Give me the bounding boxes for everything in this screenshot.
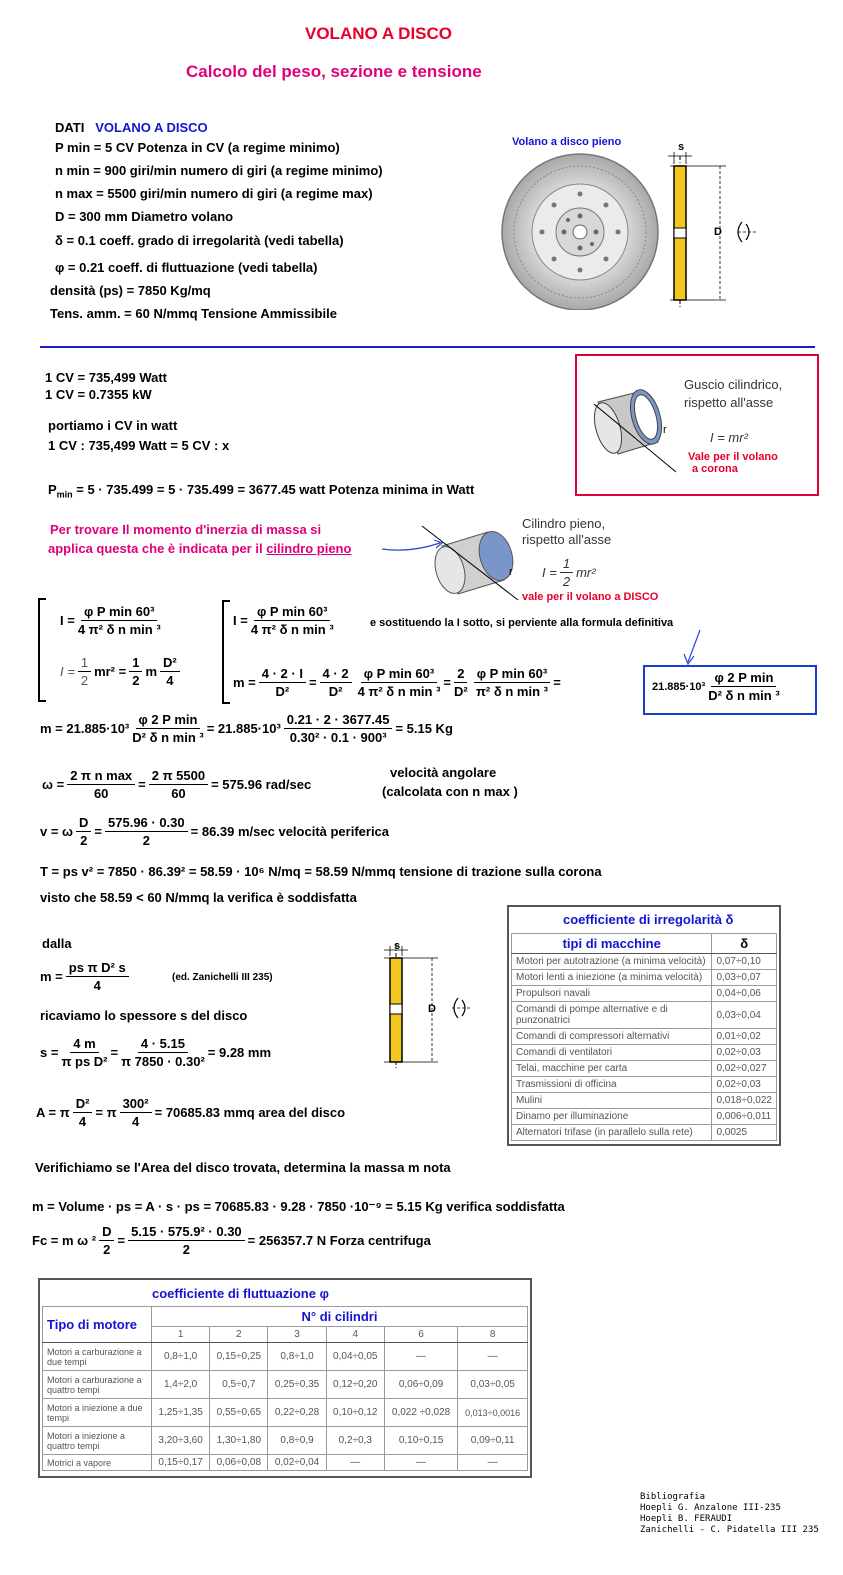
shell-title: rispetto all'asse bbox=[684, 395, 774, 410]
shell-title: Guscio cilindrico, bbox=[684, 377, 783, 392]
cylinder-formula: I = $\frac{1}{2}$ mr² bbox=[542, 556, 596, 589]
cylinder-r-label: r bbox=[509, 566, 513, 578]
inertia-note: Per trovare Il momento d'inerzia di massa si bbox=[50, 522, 322, 537]
substitution-note: e sostituendo la I sotto, si perviente alla formula definitiva bbox=[370, 617, 674, 629]
table-row: Motori lenti a iniezione (a minima velocità) 0,03÷0,07 bbox=[512, 970, 777, 986]
irregularity-table bbox=[507, 905, 781, 1146]
cylinder-title: rispetto all'asse bbox=[522, 532, 612, 547]
dalla-label: dalla bbox=[42, 936, 72, 951]
arrow-icon bbox=[680, 628, 710, 668]
shell-note: Vale per il volano bbox=[688, 451, 778, 463]
bibliography-entry: Zanichelli - C. Pidatella III 235 bbox=[640, 1525, 819, 1535]
cylinder-header: 1 bbox=[152, 1327, 210, 1343]
small-disc-d-label: D bbox=[428, 1003, 436, 1015]
disc-figure-caption: Volano a disco pieno bbox=[512, 136, 622, 148]
table-row: Alternatori trifase (in parallelo sulla rete) 0,0025 bbox=[512, 1125, 777, 1141]
centrifugal-force-calc: Fc = m ω ² $\frac{D}{2}$ = $\frac{\text{5.15 · 575.9² · 0.30}}{2}$ = 256357.7 N Forza centrifuga bbox=[32, 1224, 431, 1257]
table-row: Motori a carburazione a due tempi 0,8÷1,0 0,15÷0,25 0,8÷1,0 0,04÷0,05 — — bbox=[43, 1343, 528, 1371]
ricaviamo-line: ricaviamo lo spessore s del disco bbox=[40, 1008, 248, 1023]
page-subtitle: Calcolo del peso, sezione e tensione bbox=[186, 62, 482, 81]
small-disc-s-label: s bbox=[394, 940, 401, 952]
mass-reference: (ed. Zanichelli III 235) bbox=[172, 972, 273, 983]
pmin-line: $P_{min} = 5 \cdot 735.499 = 5 \cdot 735.499 = 3677.45$ watt Potenza minima in Watt bbox=[48, 482, 475, 500]
cylinder-note: vale per il volano a DISCO bbox=[522, 591, 659, 603]
table-row: Comandi di ventilatori 0,02÷0,03 bbox=[512, 1045, 777, 1061]
table-row: Dinamo per illuminazione 0,006÷0,011 bbox=[512, 1109, 777, 1125]
mass-derivation: m = $\frac{4 \cdot 2 \cdot I}{\text{D²}}$ = $\frac{4 \cdot 2}{\text{D²}}$ $\frac{\text{φ P min 60³}}{\text{4 π² δ n min ³}}$ = $\frac{2}{\text{D²}}$ $\frac{\text{φ P min 60³}}{\text{π² δ n min ³}}$ = bbox=[233, 666, 561, 699]
bibliography-entry: Hoepli B. FERAUDI bbox=[640, 1514, 733, 1524]
mass-formula: m = $\frac{\text{ps π D² s}}{4}$ bbox=[40, 960, 132, 993]
dati-line: φ = 0.21 coeff. di fluttuazione (vedi tabella) bbox=[55, 260, 318, 275]
dati-line: δ = 0.1 coeff. grado di irregolarità (vedi tabella) bbox=[55, 233, 344, 248]
cylinder-header: 6 bbox=[384, 1327, 457, 1343]
table-row: Mulini 0,018÷0,022 bbox=[512, 1093, 777, 1109]
bibliography-title: Bibliografia bbox=[640, 1492, 706, 1502]
cylinder-title: Cilindro pieno, bbox=[522, 516, 606, 531]
fluctuation-col-tipo: Tipo di motore bbox=[43, 1307, 152, 1343]
inertia-note: applica questa che è indicata per il cilindro pieno bbox=[48, 541, 352, 556]
shell-note: a corona bbox=[692, 463, 738, 475]
cylinder-header: 2 bbox=[210, 1327, 268, 1343]
left-bracket bbox=[38, 598, 46, 702]
dati-line: densità (ps) = 7850 Kg/mq bbox=[50, 283, 211, 298]
omega-calculation: ω = $\frac{\text{2 π n max}}{60}$ = $\frac{2 \pi 5500}{60}$ = 575.96 rad/sec bbox=[42, 768, 312, 801]
half-mr-formula: I = $\frac{1}{2}$ mr² = $\frac{1}{2}$ m $\frac{\text{D²}}{4}$ bbox=[60, 655, 183, 688]
conversion-line: 1 CV : 735,499 Watt = 5 CV : x bbox=[48, 438, 230, 453]
velocity-calculation: v = ω $\frac{D}{2}$ = $\frac{575.96 \cdot 0.30}{2}$ = 86.39 m/sec velocità periferica bbox=[40, 815, 390, 848]
dati-line: Tens. amm. = 60 N/mmq Tensione Ammissibile bbox=[50, 306, 337, 321]
solid-cylinder-illustration bbox=[418, 520, 528, 610]
dati-line: P min = 5 CV Potenza in CV (a regime minimo) bbox=[55, 140, 340, 155]
bibliography-entry: Hoepli G. Anzalone III-235 bbox=[640, 1503, 781, 1513]
verification-intro: Verifichiamo se l'Area del disco trovata, determina la massa m nota bbox=[35, 1160, 451, 1175]
fluctuation-col-group: N° di cilindri bbox=[152, 1307, 528, 1327]
omega-note: velocità angolare bbox=[390, 765, 497, 780]
flywheel-disc-illustration bbox=[490, 150, 770, 310]
cylinder-header: 4 bbox=[326, 1327, 384, 1343]
disc-side-view bbox=[366, 940, 476, 1070]
table-row: Motori a iniezione a due tempi 1,25÷1,35 0,55÷0,65 0,22÷0,28 0,10÷0,12 0,022 ÷0,028 0,013÷0,0016 bbox=[43, 1399, 528, 1427]
irregularity-col-delta: δ bbox=[712, 934, 777, 954]
inertia-formula-2: I = $\frac{\text{φ P min 60³}}{\text{4 π² δ n min ³}}$ bbox=[233, 604, 334, 637]
volume-check-line: m = Volume · ps = A · s · ps = 70685.83 · 9.28 · 7850 ·10⁻⁹ = 5.15 Kg verifica soddisfatta bbox=[32, 1199, 565, 1214]
verification-line: visto che 58.59 < 60 N/mmq la verifica è soddisfatta bbox=[40, 890, 357, 905]
dati-line: n min = 900 giri/min numero di giri (a regime minimo) bbox=[55, 163, 383, 178]
table-row: Motori a carburazione a quattro tempi 1,4÷2,0 0,5÷0,7 0,25÷0,35 0,12÷0,20 0,06÷0,09 0,03÷0,05 bbox=[43, 1371, 528, 1399]
table-row: Motori a iniezione a quattro tempi 3,20÷3,60 1,30÷1,80 0,8÷0,9 0,2÷0,3 0,10÷0,15 0,09÷0,11 bbox=[43, 1427, 528, 1455]
irregularity-table-title: coefficiente di irregolarità δ bbox=[563, 912, 734, 927]
mass-calculation: m = 21.885·10³ $\frac{\text{φ 2 P min}}{\text{D² δ n min ³}}$ = 21.885·10³ $\frac{0.21 \cdot 2 \cdot 3677.45}{\text{0.30² · 0.1 · 900³}}$ = 5.15 Kg bbox=[40, 712, 453, 745]
cylinder-link[interactable]: cilindro pieno bbox=[266, 541, 352, 556]
table-row: Telai, macchine per carta 0,02÷0,027 bbox=[512, 1061, 777, 1077]
bibliography bbox=[640, 1492, 819, 1536]
page-title: VOLANO A DISCO bbox=[305, 24, 453, 43]
table-row: Comandi di compressori alternativi 0,01÷0,02 bbox=[512, 1029, 777, 1045]
right-bracket bbox=[222, 600, 230, 704]
shell-r-label: r bbox=[663, 424, 667, 436]
tension-line: T = ps v² = 7850 · 86.39² = 58.59 · 10⁶ N/mq = 58.59 N/mmq tensione di trazione sulla corona bbox=[40, 864, 602, 879]
table-row: Motori per autotrazione (a minima velocità) 0,07÷0,10 bbox=[512, 954, 777, 970]
thickness-calculation: s = $\frac{4 m}{\text{π ps D²}}$ = $\frac{4 \cdot 5.15}{\text{π 7850 · 0.30²}}$ = 9.28 mm bbox=[40, 1036, 272, 1069]
dati-name: VOLANO A DISCO bbox=[95, 120, 208, 135]
disc-d-label: D bbox=[714, 226, 722, 238]
omega-note: (calcolata con n max ) bbox=[382, 784, 518, 799]
area-calculation: A = π $\frac{\text{D²}}{4}$ = π $\frac{\text{300²}}{4}$ = 70685.83 mmq area del disco bbox=[36, 1096, 346, 1129]
dati-line: n max = 5500 giri/min numero di giri (a regime max) bbox=[55, 186, 373, 201]
table-row: Motrici a vapore 0,15÷0,17 0,06÷0,08 0,02÷0,04 — — — bbox=[43, 1455, 528, 1471]
fluctuation-table-title: coefficiente di fluttuazione φ bbox=[152, 1286, 329, 1301]
fluctuation-table bbox=[38, 1278, 532, 1478]
final-formula: 21.885·10³ $\frac{\text{φ 2 P min}}{\text{D² δ n min ³}}$ bbox=[652, 670, 780, 703]
dati-label: DATI VOLANO A DISCO bbox=[55, 120, 208, 135]
conversion-line: 1 CV = 735,499 Watt bbox=[45, 370, 167, 385]
conversion-line: 1 CV = 0.7355 kW bbox=[45, 387, 152, 402]
cylinder-header: 3 bbox=[268, 1327, 326, 1343]
conversion-line: portiamo i CV in watt bbox=[48, 418, 178, 433]
irregularity-col-type: tipi di macchine bbox=[512, 934, 712, 954]
divider-line bbox=[40, 346, 815, 348]
shell-formula: I = mr² bbox=[710, 430, 748, 445]
table-row: Propulsori navali 0,04÷0,06 bbox=[512, 986, 777, 1002]
inertia-formula: I = $\frac{\text{φ P min 60³}}{\text{4 π² δ n min ³}}$ bbox=[60, 604, 161, 637]
table-row: Trasmissioni di officina 0,02÷0,03 bbox=[512, 1077, 777, 1093]
disc-s-label: s bbox=[678, 141, 685, 153]
cylinder-header: 8 bbox=[458, 1327, 528, 1343]
dati-line: D = 300 mm Diametro volano bbox=[55, 209, 234, 224]
table-row: Comandi di pompe alternative e di punzonatrici 0,03÷0,04 bbox=[512, 1002, 777, 1029]
